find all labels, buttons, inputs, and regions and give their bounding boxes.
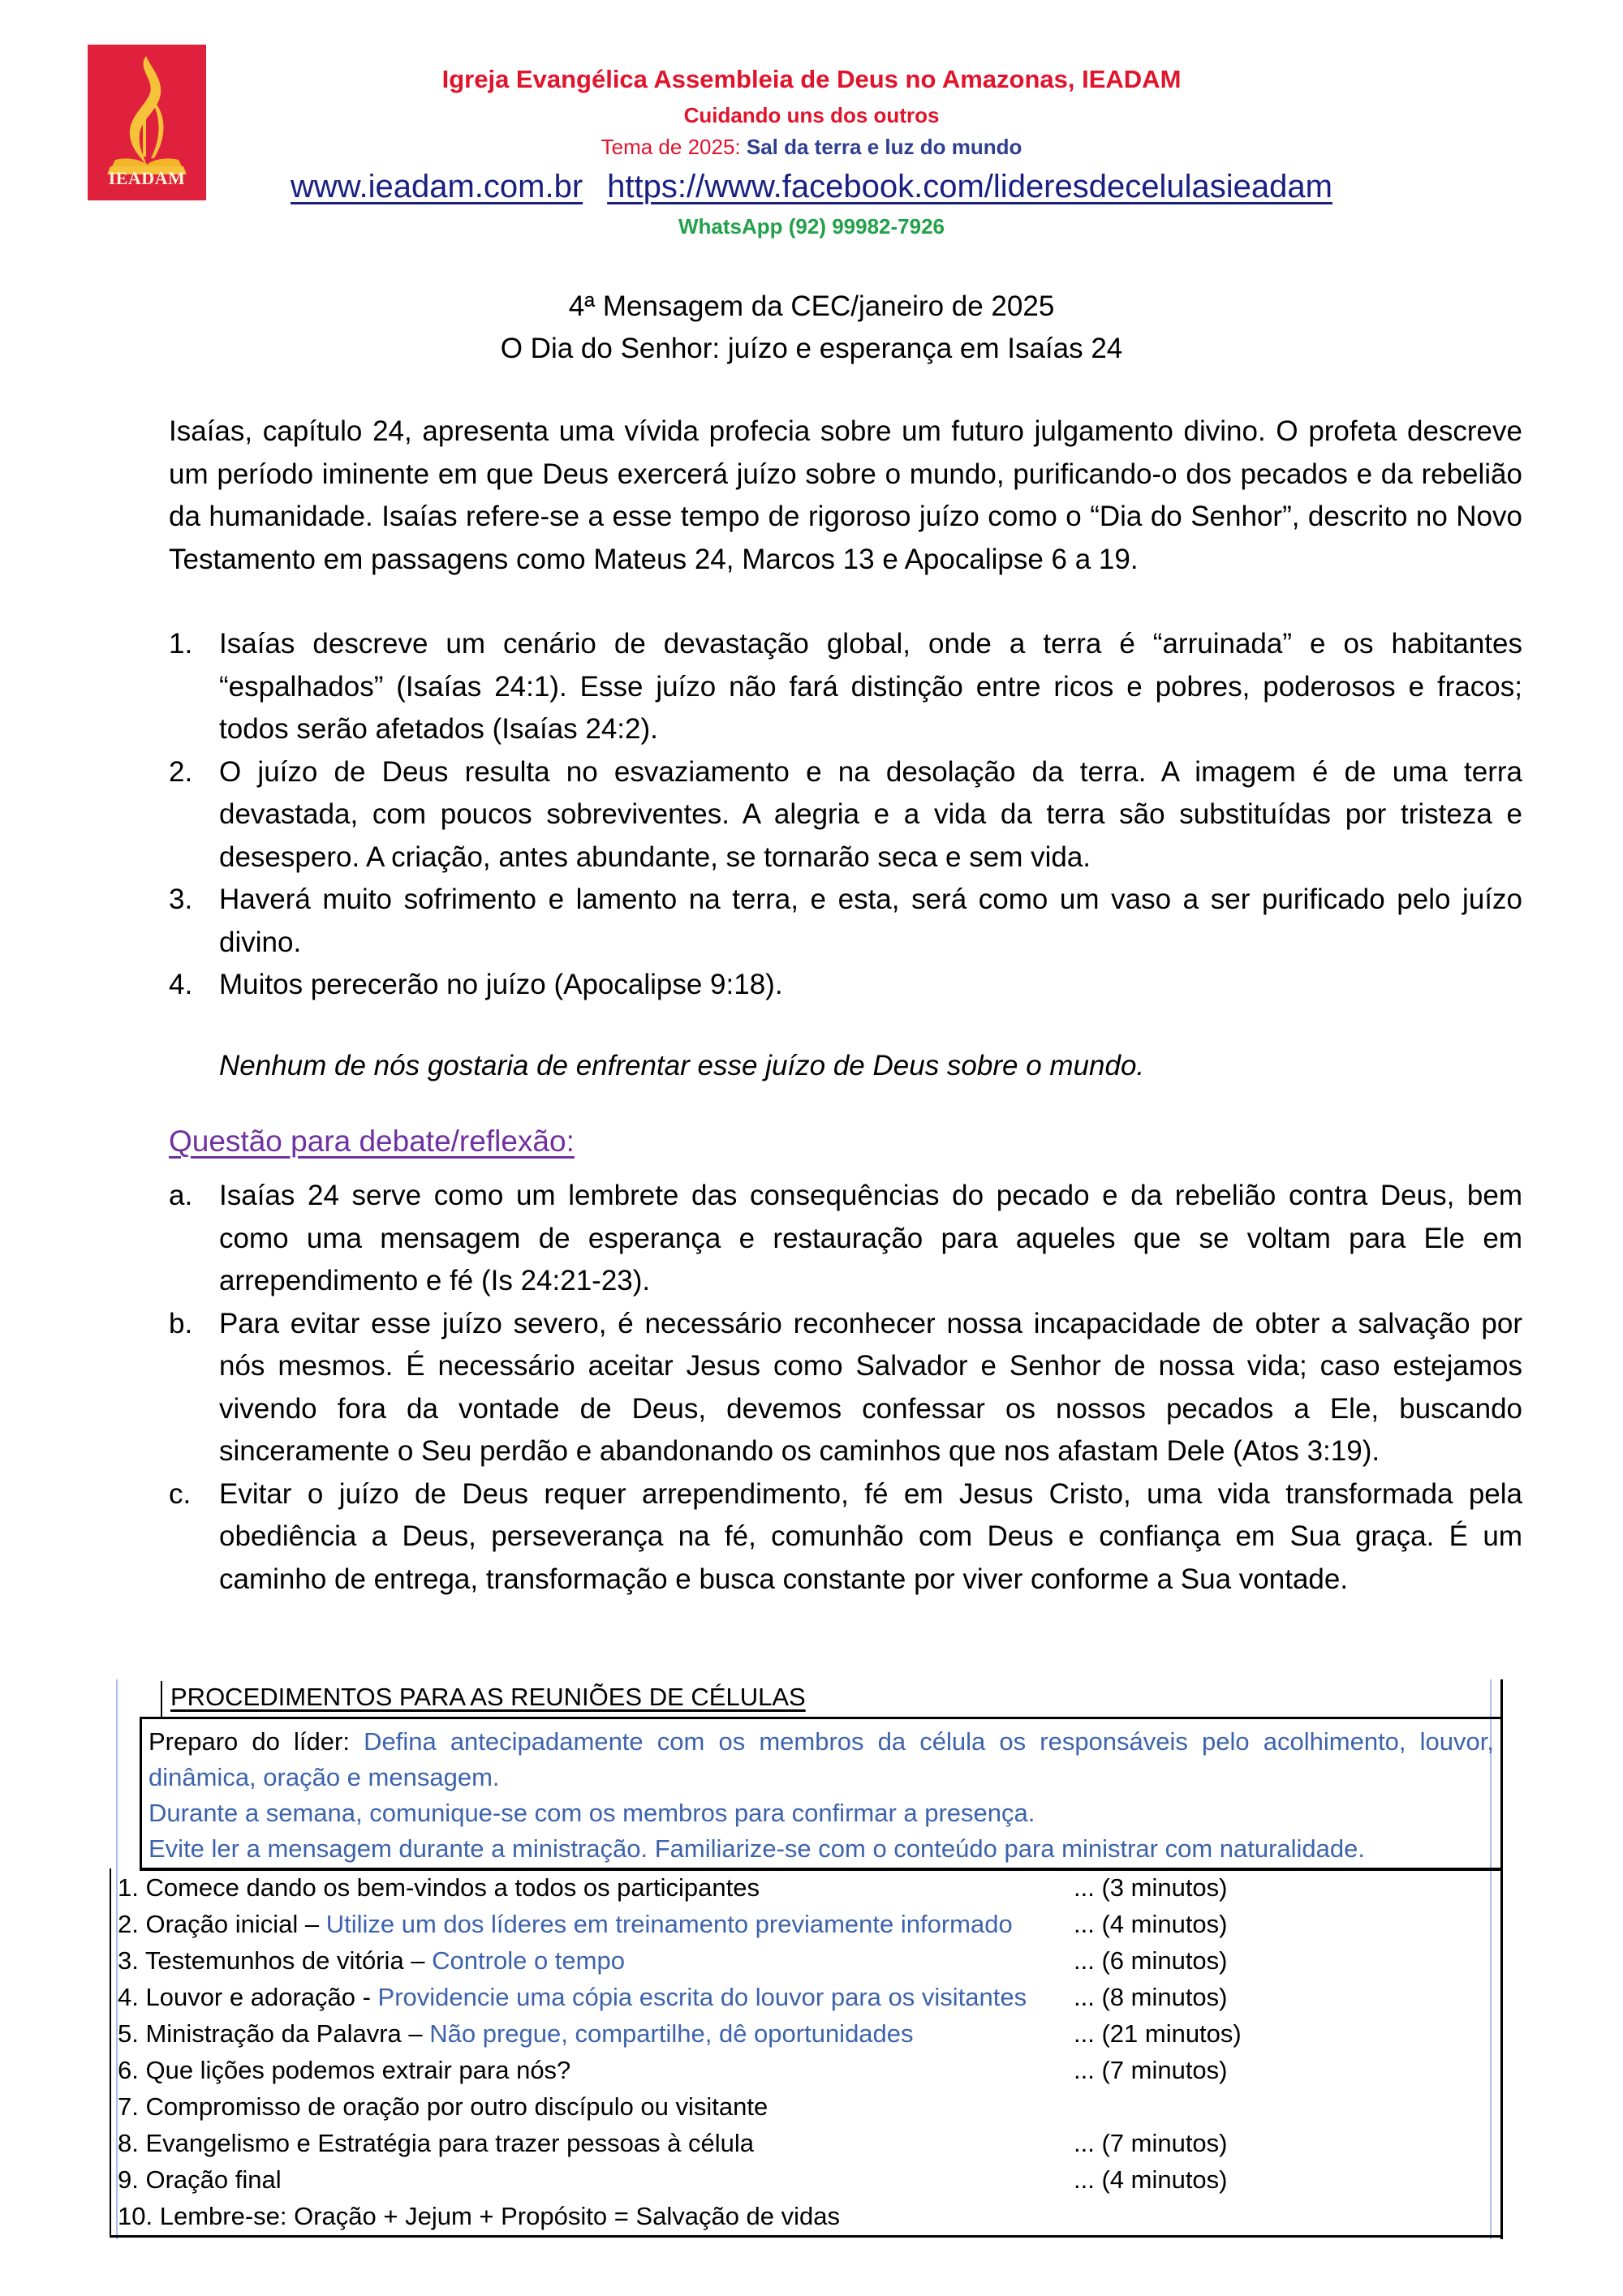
list-item — [169, 879, 1522, 964]
step-hint: Providencie uma cópia escrita do louvor para os visitantes — [377, 1983, 1027, 2011]
procedures-header — [161, 1681, 1505, 1717]
list-number: 4. — [169, 969, 193, 1000]
step-duration: ... (4 minutos) — [1074, 2165, 1228, 2194]
logo-text: IEADAM — [108, 168, 186, 188]
step-label: 7. Compromisso de oração por outro discípulo ou visitante — [118, 2092, 768, 2121]
step-label: 9. Oração final — [118, 2165, 282, 2194]
step-hint: Não pregue, compartilhe, dê oportunidades — [429, 2019, 914, 2048]
meeting-steps — [110, 1868, 1502, 2238]
list-item — [169, 623, 1522, 751]
step-label: 6. Que lições podemos extrair para nós? — [118, 2056, 571, 2084]
step-label: 3. Testemunhos de vitória – — [118, 1946, 433, 1975]
step-row — [118, 2019, 914, 2049]
question-letter: a. — [169, 1180, 193, 1211]
step-hint: Utilize um dos líderes em treinamento previamente informado — [325, 1910, 1013, 1938]
list-number: 1. — [169, 628, 193, 660]
questions-title: Questão para debate/reflexão: — [169, 1124, 575, 1158]
theme-line — [0, 135, 1623, 160]
leader-prep-content — [149, 1724, 1494, 1867]
prep-label: Preparo do líder: — [149, 1727, 364, 1756]
questions-list — [169, 1175, 1522, 1601]
facebook-link[interactable]: https://www.facebook.com/lideresdecelulasieadam — [607, 169, 1332, 204]
header-links — [0, 169, 1623, 205]
step-duration: ... (21 minutos) — [1074, 2019, 1242, 2048]
step-row — [118, 2056, 570, 2085]
prep-line-2: Durante a semana, comunique-se com os membros para confirmar a presença. — [149, 1799, 1035, 1827]
list-number: 2. — [169, 755, 193, 788]
step-label: 5. Ministração da Palavra – — [118, 2019, 430, 2048]
italic-note: Nenhum de nós gostaria de enfrentar esse juízo de Deus sobre o mundo. — [219, 1050, 1145, 1081]
prep-line-3: Evite ler a mensagem durante a ministração. Familiarize-se com o conteúdo para ministrar com naturalidade. — [149, 1834, 1366, 1863]
list-item — [169, 964, 1522, 1007]
list-item — [169, 751, 1522, 879]
step-duration: ... (3 minutos) — [1074, 1873, 1228, 1902]
intro-paragraph: Isaías, capítulo 24, apresenta uma vívida profecia sobre um futuro julgamento divino. O profeta descreve um período iminente em que Deus exercerá juízo sobre o mundo, purificando-o dos pecados e da rebelião da humanidade. Isaías refere-se a esse tempo de rigoroso juízo como o “Dia do Senhor”, descrito no Novo Testamento em passagens como Mateus 24, Marcos 13 e Apocalipse 6 a 19. — [169, 415, 1522, 575]
step-row — [118, 2202, 840, 2231]
message-title: O Dia do Senhor: juízo e esperança em Isaías 24 — [500, 333, 1123, 364]
list-text: Isaías descreve um cenário de devastação global, onde a terra é “arruinada” e os habitantes “espalhados” (Isaías 24:1). Esse juízo não fará distinção entre ricos e pobres, poderosos e fracos; todos serão afetados (Isaías 24:2). — [219, 628, 1522, 745]
list-number: 3. — [169, 884, 193, 915]
question-item — [169, 1303, 1522, 1473]
step-duration: ... (4 minutos) — [1074, 1910, 1228, 1938]
step-row — [118, 2092, 768, 2122]
step-label: 1. Comece dando os bem-vindos a todos os participantes — [118, 1873, 760, 1902]
question-text: Para evitar esse juízo severo, é necessário reconhecer nossa incapacidade de obter a salvação por nós mesmos. É necessário aceitar Jesus como Salvador e Senhor de nossa vida; caso estejamos vivendo fora da vontade de Deus, devemos confessar os nossos pecados a Ele, buscando sinceramente o Seu perdão e abandonando os caminhos que nos afastam Dele (Atos 3:19). — [219, 1307, 1522, 1467]
step-label: 2. Oração inicial – — [118, 1910, 326, 1938]
step-row — [118, 2129, 754, 2158]
church-motto: Cuidando uns dos outros — [683, 103, 940, 127]
step-label: 8. Evangelismo e Estratégia para trazer pessoas à célula — [118, 2129, 755, 2157]
message-number: 4ª Mensagem da CEC/janeiro de 2025 — [568, 290, 1055, 322]
theme-value: Sal da terra e luz do mundo — [746, 135, 1022, 159]
prep-text: Defina antecipadamente com os membros da célula os responsáveis pelo acolhimento, louvor, dinâmica, oração e mensagem. — [149, 1727, 1495, 1791]
procedures-title: PROCEDIMENTOS PARA AS REUNIÕES DE CÉLULAS — [170, 1683, 806, 1711]
step-duration: ... (8 minutos) — [1074, 1983, 1228, 2011]
step-row — [118, 1910, 1013, 1939]
question-letter: c. — [169, 1477, 192, 1510]
step-duration: ... (6 minutos) — [1074, 1946, 1228, 1975]
leader-prep-box — [140, 1717, 1500, 1871]
step-row — [118, 1873, 760, 1903]
step-hint: Controle o tempo — [432, 1946, 625, 1975]
step-row — [118, 2165, 282, 2195]
question-text: Isaías 24 serve como um lembrete das consequências do pecado e da rebelião contra Deus, bem como uma mensagem de esperança e restauração para aqueles que se voltam para Ele em arrependimento e fé (Is 24:21-23). — [219, 1180, 1522, 1296]
whatsapp-contact: WhatsApp (92) 99982-7926 — [678, 214, 945, 239]
points-list — [169, 623, 1522, 1007]
question-item — [169, 1175, 1522, 1303]
step-label: 4. Louvor e adoração - — [118, 1983, 378, 2011]
step-duration: ... (7 minutos) — [1074, 2056, 1228, 2084]
list-text: Muitos perecerão no juízo (Apocalipse 9:18). — [219, 969, 783, 1000]
question-text: Evitar o juízo de Deus requer arrependimento, fé em Jesus Cristo, uma vida transformada pela obediência a Deus, perseverança na fé, comunhão com Deus e confiança em Sua graça. É um caminho de entrega, transformação e busca constante por viver conforme a Sua vontade. — [219, 1477, 1522, 1595]
list-text: Haverá muito sofrimento e lamento na terra, e esta, será como um vaso a ser purificado pelo juízo divino. — [219, 884, 1522, 958]
question-item — [169, 1473, 1522, 1602]
step-label: 10. Lembre-se: Oração + Jejum + Propósito = Salvação de vidas — [118, 2202, 841, 2230]
leader-prep-line — [149, 1724, 1494, 1795]
website-link[interactable]: www.ieadam.com.br — [291, 169, 583, 204]
question-letter: b. — [169, 1307, 193, 1339]
list-text: O juízo de Deus resulta no esvaziamento e na desolação da terra. A imagem é de uma terra devastada, com poucos sobreviventes. A alegria e a vida da terra são substituídas por tristeza e desespero. A criação, antes abundante, se tornarão seca e sem vida. — [219, 755, 1522, 873]
step-duration: ... (7 minutos) — [1074, 2129, 1228, 2157]
step-row — [118, 1946, 625, 1976]
church-name: Igreja Evangélica Assembleia de Deus no Amazonas, IEADAM — [441, 65, 1182, 93]
theme-label: Tema de 2025: — [601, 135, 747, 159]
step-row — [118, 1983, 1027, 2012]
